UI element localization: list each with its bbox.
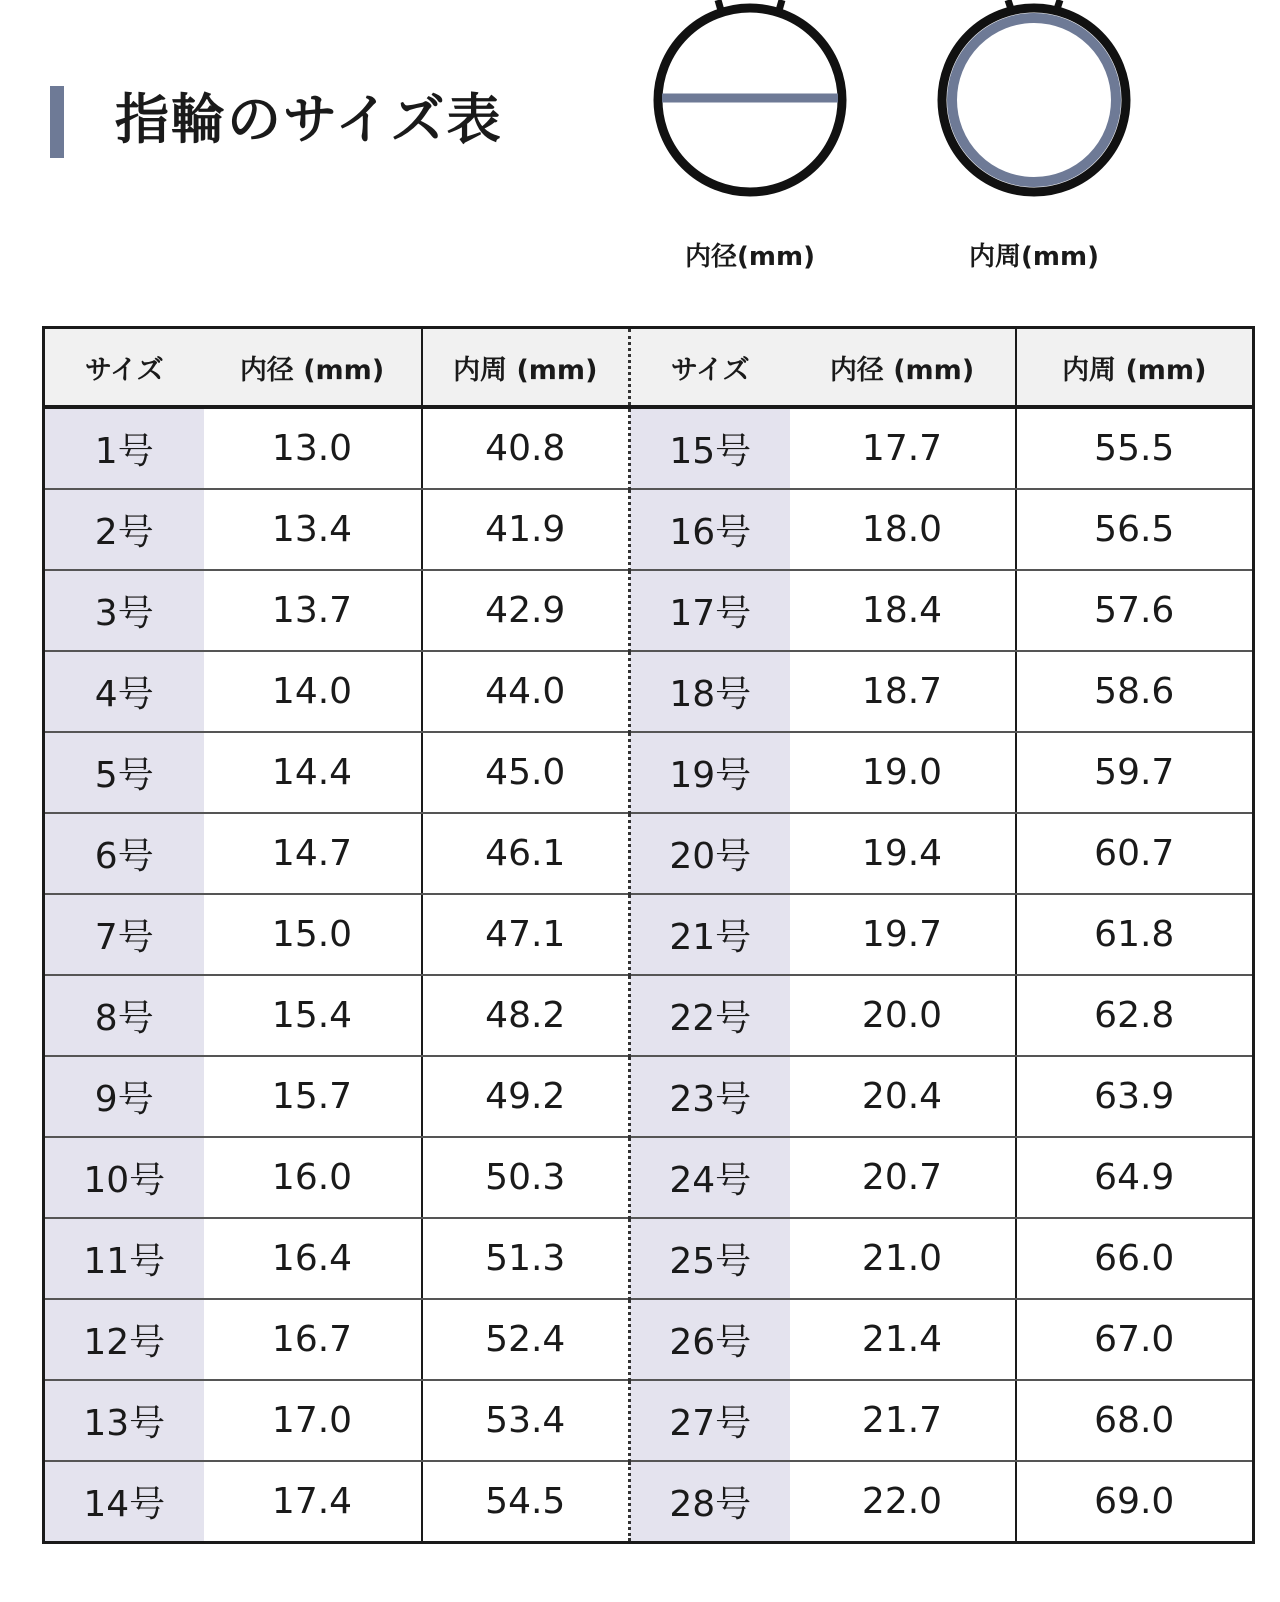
size-cell: 14号 [44, 1461, 204, 1543]
circumference-cell: 51.3 [422, 1218, 630, 1299]
ring-circumference-icon [924, 0, 1144, 210]
size-cell: 1号 [44, 407, 204, 489]
header-diameter-right: 内径 (mm) [790, 328, 1016, 408]
title-accent-bar [50, 86, 64, 158]
size-cell: 19号 [630, 732, 790, 813]
circumference-cell: 46.1 [422, 813, 630, 894]
circumference-cell: 53.4 [422, 1380, 630, 1461]
circumference-cell: 57.6 [1016, 570, 1254, 651]
circumference-cell: 60.7 [1016, 813, 1254, 894]
size-cell: 22号 [630, 975, 790, 1056]
size-cell: 20号 [630, 813, 790, 894]
size-cell: 11号 [44, 1218, 204, 1299]
diameter-cell: 21.4 [790, 1299, 1016, 1380]
circumference-cell: 66.0 [1016, 1218, 1254, 1299]
circumference-cell: 41.9 [422, 489, 630, 570]
circumference-cell: 67.0 [1016, 1299, 1254, 1380]
diameter-cell: 15.0 [204, 894, 422, 975]
circumference-cell: 40.8 [422, 407, 630, 489]
table-header-row [44, 328, 1254, 408]
table-row [44, 894, 1254, 975]
diameter-cell: 17.7 [790, 407, 1016, 489]
size-cell: 26号 [630, 1299, 790, 1380]
table-row [44, 1218, 1254, 1299]
size-cell: 24号 [630, 1137, 790, 1218]
table-row [44, 489, 1254, 570]
table-row [44, 407, 1254, 489]
size-cell: 12号 [44, 1299, 204, 1380]
size-cell: 6号 [44, 813, 204, 894]
diameter-cell: 18.0 [790, 489, 1016, 570]
circumference-cell: 55.5 [1016, 407, 1254, 489]
ring-size-table [42, 326, 1255, 1544]
circumference-cell: 68.0 [1016, 1380, 1254, 1461]
size-cell: 9号 [44, 1056, 204, 1137]
diameter-cell: 18.7 [790, 651, 1016, 732]
circumference-cell: 69.0 [1016, 1461, 1254, 1543]
page-title: 指輪のサイズ表 [115, 88, 503, 151]
diameter-cell: 13.4 [204, 489, 422, 570]
size-cell: 21号 [630, 894, 790, 975]
diameter-cell: 22.0 [790, 1461, 1016, 1543]
diameter-cell: 19.4 [790, 813, 1016, 894]
size-cell: 28号 [630, 1461, 790, 1543]
diameter-cell: 13.7 [204, 570, 422, 651]
header-circumference-right: 内周 (mm) [1016, 328, 1254, 408]
size-cell: 27号 [630, 1380, 790, 1461]
diameter-cell: 16.0 [204, 1137, 422, 1218]
header-diameter-left: 内径 (mm) [204, 328, 422, 408]
diameter-cell: 16.4 [204, 1218, 422, 1299]
circumference-cell: 63.9 [1016, 1056, 1254, 1137]
size-cell: 25号 [630, 1218, 790, 1299]
size-cell: 17号 [630, 570, 790, 651]
size-cell: 2号 [44, 489, 204, 570]
table-row [44, 975, 1254, 1056]
diameter-label: 内径(mm) [685, 242, 815, 272]
diameter-cell: 20.4 [790, 1056, 1016, 1137]
size-cell: 7号 [44, 894, 204, 975]
ring-diameter-icon [640, 0, 860, 210]
diameter-cell: 19.0 [790, 732, 1016, 813]
size-cell: 8号 [44, 975, 204, 1056]
circumference-cell: 48.2 [422, 975, 630, 1056]
table-row [44, 1137, 1254, 1218]
circumference-cell: 44.0 [422, 651, 630, 732]
table-row [44, 732, 1254, 813]
circumference-cell: 56.5 [1016, 489, 1254, 570]
table-row [44, 1380, 1254, 1461]
circumference-cell: 42.9 [422, 570, 630, 651]
size-cell: 10号 [44, 1137, 204, 1218]
size-cell: 5号 [44, 732, 204, 813]
circumference-cell: 58.6 [1016, 651, 1254, 732]
header-circumference-left: 内周 (mm) [422, 328, 630, 408]
diameter-cell: 17.4 [204, 1461, 422, 1543]
diameter-cell: 13.0 [204, 407, 422, 489]
diameter-cell: 14.7 [204, 813, 422, 894]
circumference-cell: 47.1 [422, 894, 630, 975]
header-size-left: サイズ [44, 328, 204, 408]
diameter-cell: 21.7 [790, 1380, 1016, 1461]
diameter-cell: 20.0 [790, 975, 1016, 1056]
circumference-label: 内周(mm) [969, 242, 1099, 272]
diameter-cell: 14.4 [204, 732, 422, 813]
diameter-cell: 15.7 [204, 1056, 422, 1137]
size-cell: 18号 [630, 651, 790, 732]
diameter-cell: 20.7 [790, 1137, 1016, 1218]
circumference-cell: 49.2 [422, 1056, 630, 1137]
circumference-cell: 45.0 [422, 732, 630, 813]
table-row [44, 813, 1254, 894]
size-cell: 3号 [44, 570, 204, 651]
size-cell: 13号 [44, 1380, 204, 1461]
diameter-cell: 17.0 [204, 1380, 422, 1461]
diameter-cell: 21.0 [790, 1218, 1016, 1299]
size-cell: 23号 [630, 1056, 790, 1137]
circumference-cell: 59.7 [1016, 732, 1254, 813]
size-cell: 4号 [44, 651, 204, 732]
header-size-right: サイズ [630, 328, 790, 408]
table-row [44, 651, 1254, 732]
table-row [44, 570, 1254, 651]
diameter-cell: 15.4 [204, 975, 422, 1056]
circumference-cell: 52.4 [422, 1299, 630, 1380]
size-cell: 15号 [630, 407, 790, 489]
circumference-cell: 62.8 [1016, 975, 1254, 1056]
circumference-cell: 61.8 [1016, 894, 1254, 975]
circumference-cell: 64.9 [1016, 1137, 1254, 1218]
table-row [44, 1461, 1254, 1543]
table-row [44, 1056, 1254, 1137]
table-row [44, 1299, 1254, 1380]
circumference-cell: 54.5 [422, 1461, 630, 1543]
diameter-cell: 14.0 [204, 651, 422, 732]
size-cell: 16号 [630, 489, 790, 570]
diameter-cell: 19.7 [790, 894, 1016, 975]
diameter-cell: 16.7 [204, 1299, 422, 1380]
circumference-cell: 50.3 [422, 1137, 630, 1218]
diameter-cell: 18.4 [790, 570, 1016, 651]
